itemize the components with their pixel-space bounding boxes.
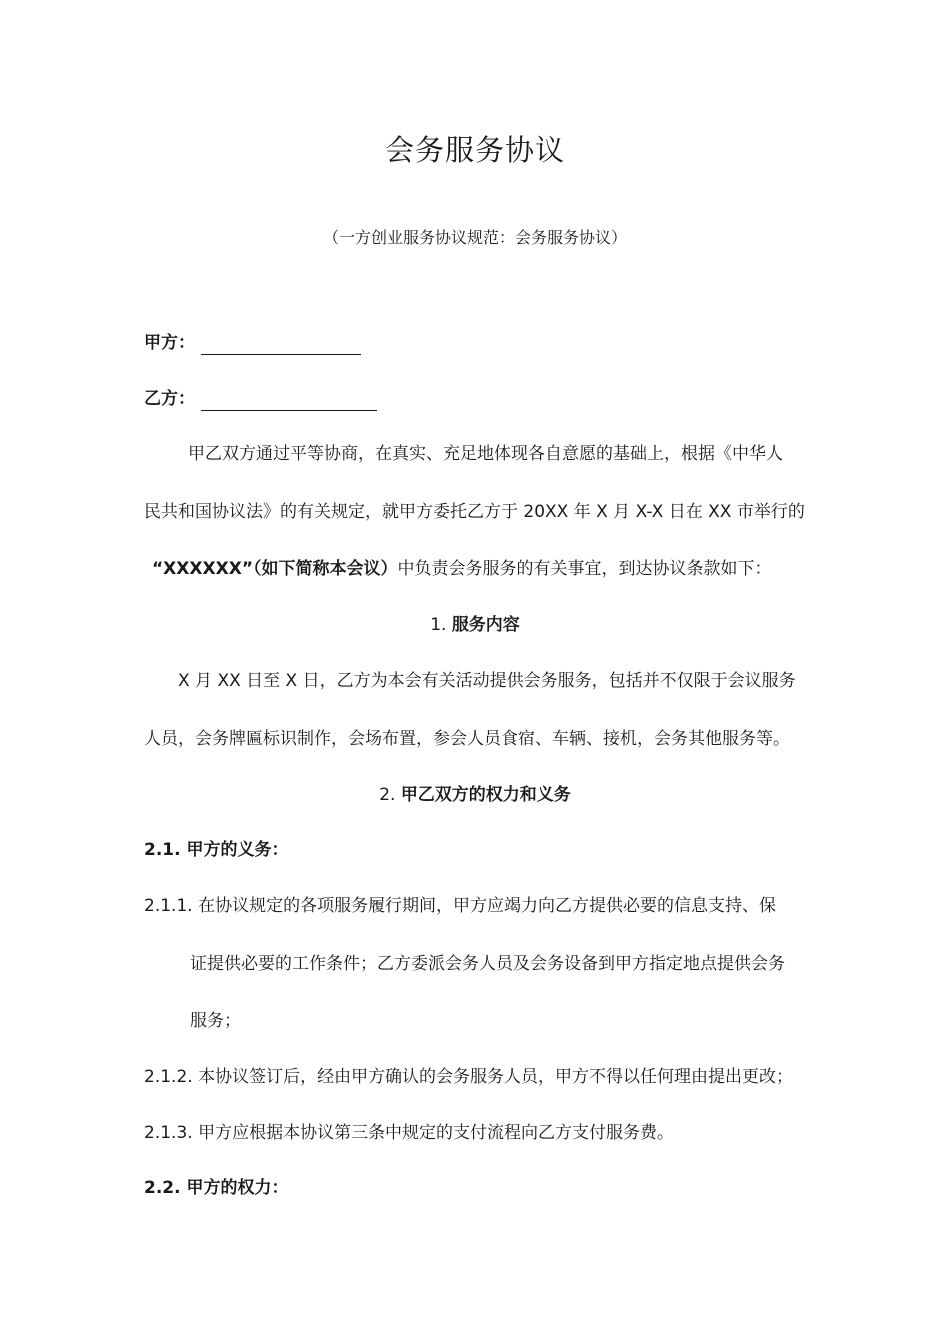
meeting-name: “XXXXXX”（如下简称本会议） — [152, 559, 398, 579]
item-2-1-2: 2.1.2. 本协议签订后，经由甲方确认的会务服务人员，甲方不得以任何理由提出更改； — [144, 1067, 794, 1087]
document-title: 会务服务协议 — [384, 133, 565, 167]
section-1-line-2: 人员，会务牌匾标识制作，会场布置，参会人员食宿、车辆、接机，会务其他服务等。 — [144, 729, 790, 749]
party-a-blank — [201, 336, 361, 355]
party-b-blank — [201, 392, 377, 411]
party-a-line — [144, 331, 361, 355]
subsection-2-2-heading — [144, 1176, 289, 1200]
party-b-line — [144, 387, 377, 411]
party-a-label: 甲方： — [144, 333, 195, 353]
section-1-heading — [0, 613, 950, 637]
subsection-2-2-title: . 甲方的权力： — [174, 1178, 289, 1198]
intro-line-1: 甲乙双方通过平等协商，在真实、充足地体现各自意愿的基础上，根据《中华人 — [188, 444, 783, 464]
section-1-number: 1. — [430, 615, 452, 635]
intro-line-2: 民共和国协议法》的有关规定，就甲方委托乙方于 20XX 年 X 月 X-X 日在 XX 市举行的 — [144, 502, 805, 522]
section-1-title: 服务内容 — [451, 615, 520, 635]
item-2-1-3: 2.1.3. 甲方应根据本协议第三条中规定的支付流程向乙方支付服务费。 — [144, 1123, 675, 1143]
section-1-line-1: X 月 XX 日至 X 日，乙方为本会有关活动提供会务服务，包括并不仅限于会议服务 — [178, 671, 796, 691]
subsection-2-1-heading: 2.1. 甲方的义务： — [144, 840, 289, 860]
item-2-1-1-line-1: 2.1.1. 在协议规定的各项服务履行期间，甲方应竭力向乙方提供必要的信息支持、保 — [144, 896, 777, 916]
item-2-1-1-line-3: 服务； — [190, 1011, 241, 1031]
document-subtitle: （一方创业服务协议规范：会务服务协议） — [322, 228, 627, 247]
subsection-2-2-number: 2.2 — [144, 1178, 175, 1198]
section-2-title: 甲乙双方的权力和义务 — [400, 785, 571, 805]
section-2-number: 2. — [379, 785, 401, 805]
intro-line-3-rest: 中负责会务服务的有关事宜，到达协议条款如下： — [397, 559, 772, 579]
section-2-heading — [0, 783, 950, 807]
party-b-label: 乙方： — [144, 389, 195, 409]
item-2-1-1-line-2: 证提供必要的工作条件；乙方委派会务人员及会务设备到甲方指定地点提供会务 — [190, 954, 785, 974]
intro-line-3 — [152, 557, 772, 581]
